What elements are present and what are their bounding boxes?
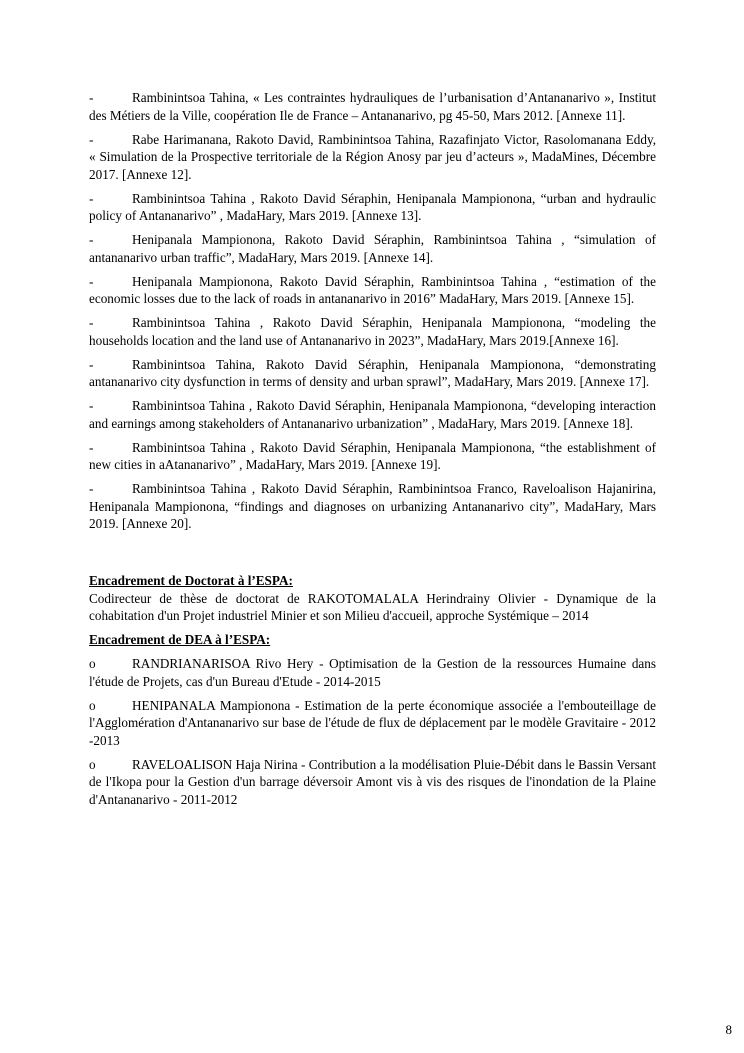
publication-item: [89, 231, 656, 266]
bullet-dash: -: [89, 398, 94, 413]
publication-item: [89, 480, 656, 533]
page-number: 8: [725, 1022, 732, 1037]
dea-heading: Encadrement de DEA à l’ESPA:: [89, 632, 271, 647]
publication-item: [89, 397, 656, 432]
bullet-dash: -: [89, 232, 94, 247]
bullet-dash: -: [89, 315, 94, 330]
dea-section: [89, 631, 656, 808]
dea-item: [89, 756, 656, 809]
bullet-dash: -: [89, 190, 94, 206]
bullet-dash: -: [89, 481, 94, 496]
publication-text: Rambinintsoa Tahina , Rakoto David Séraphin, Rambinintsoa Franco, Raveloalison Hajanirina, Henipanala Mampionona, “findings and diagnoses on urbanizing Antananarivo city”, MadaHary, Mars 2019. [Annexe 20].: [89, 481, 656, 531]
dea-item: [89, 697, 656, 750]
dea-text: RAVELOALISON Haja Nirina - Contribution a la modélisation Pluie-Débit dans le Bassin Versant de l'Ikopa pour la Gestion d'un barrage déversoir Amont vis à vis des risques de l'inondation de la Plaine d'Antananarivo - 2011-2012: [89, 756, 656, 807]
dea-text: RANDRIANARISOA Rivo Hery - Optimisation de la Gestion de la ressources Humaine dans l'étude de Projets, cas d'un Bureau d'Etude - 2014-2015: [89, 656, 656, 689]
doctorat-text: Codirecteur de thèse de doctorat de RAKOTOMALALA Herindrainy Olivier - Dynamique de la cohabitation d'un Projet industriel Minier et son Milieu d'accueil, approche Systémique – 2014: [89, 590, 656, 623]
section-spacer: [89, 539, 656, 572]
publication-text: Rambinintsoa Tahina , Rakoto David Séraphin, Henipanala Mampionona, “the establishment of new cities in aAtananarivo” , MadaHary, Mars 2019. [Annexe 19].: [89, 439, 656, 472]
publication-list: [89, 89, 656, 533]
bullet-circle: o: [89, 697, 96, 713]
publication-item: [89, 439, 656, 474]
publication-text: Rambinintsoa Tahina , Rakoto David Séraphin, Henipanala Mampionona, “modeling the households location and the land use of Antananarivo in 2023”, MadaHary, Mars 2019.[Annexe 16].: [89, 315, 656, 348]
bullet-dash: -: [89, 90, 94, 105]
publication-text: Rambinintsoa Tahina , Rakoto David Séraphin, Henipanala Mampionona, “urban and hydraulic policy of Antananarivo” , MadaHary, Mars 2019. [Annexe 13].: [89, 190, 656, 223]
dea-item: [89, 655, 656, 690]
bullet-dash: -: [89, 356, 94, 372]
publication-item: [89, 273, 656, 308]
bullet-circle: o: [89, 656, 96, 671]
publication-item: [89, 89, 656, 124]
bullet-dash: -: [89, 439, 94, 455]
bullet-dash: -: [89, 131, 94, 147]
publication-text: Rambinintsoa Tahina , Rakoto David Séraphin, Henipanala Mampionona, “developing interaction and earnings among stakeholders of Antananarivo urbanization” , MadaHary, Mars 2019. [Annexe 18].: [89, 398, 656, 431]
publication-text: Rambinintsoa Tahina, Rakoto David Séraphin, Henipanala Mampionona, “demonstrating antananarivo city dysfunction in terms of density and urban sprawl”, MadaHary, Mars 2019. [Annexe 17].: [89, 356, 656, 389]
publication-text: Rabe Harimanana, Rakoto David, Rambinintsoa Tahina, Razafinjato Victor, Rasolomanana Eddy, « Simulation de la Prospective territoriale de la Région Anosy par jeu d’acteurs », MadaMines, Décembre 2017. [Annexe 12].: [89, 131, 656, 182]
bullet-circle: o: [89, 756, 96, 772]
publication-item: [89, 190, 656, 225]
doctorat-heading: Encadrement de Doctorat à l’ESPA:: [89, 573, 293, 588]
doctorat-section: [89, 572, 656, 625]
dea-text: HENIPANALA Mampionona - Estimation de la perte économique associée a l'embouteillage de l'Agglomération d'Antananarivo sur base de l'étude de flux de déplacement par le modèle Gravitaire - 2012 -2013: [89, 697, 656, 748]
publication-text: Henipanala Mampionona, Rakoto David Séraphin, Rambinintsoa Tahina , “simulation of antananarivo urban traffic”, MadaHary, Mars 2019. [Annexe 14].: [89, 232, 656, 265]
bullet-dash: -: [89, 273, 94, 289]
publication-item: [89, 356, 656, 391]
publication-text: Henipanala Mampionona, Rakoto David Séraphin, Rambinintsoa Tahina , “estimation of the economic losses due to the lack of roads in antananarivo in 2016” MadaHary, Mars 2019. [Annexe 15].: [89, 273, 656, 306]
publication-text: Rambinintsoa Tahina, « Les contraintes hydrauliques de l’urbanisation d’Antananarivo », Institut des Métiers de la Ville, coopération Ile de France – Antananarivo, pg 45-50, Mars 2012. [Annexe 11].: [89, 90, 656, 123]
publication-item: [89, 314, 656, 349]
publication-item: [89, 131, 656, 184]
page-content: [89, 89, 656, 815]
